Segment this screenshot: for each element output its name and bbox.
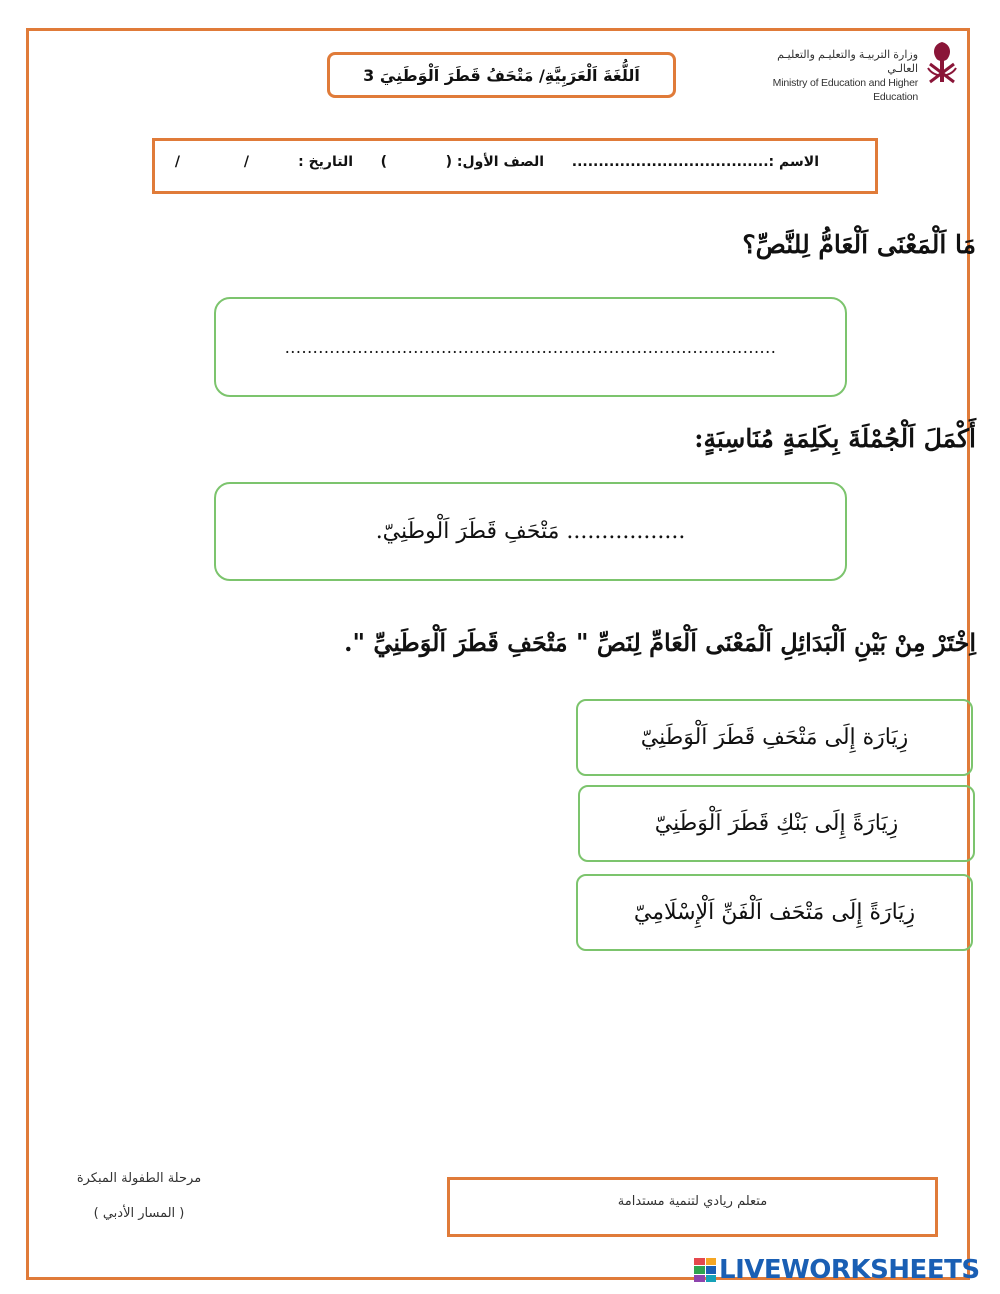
slogan-box [447,1177,938,1237]
slogan-text: متعلم ريادي لتنمية مستدامة [617,1194,768,1209]
emblem-icon [924,38,960,88]
fill-in-sentence: ................. مَتْحَفِ قَطَرَ اَلْوطَنِيّ. [375,519,686,544]
liveworksheets-logo [694,1255,980,1285]
question-3: اِخْتَرْ مِنْ بَيْنِ اَلْبَدَائِلِ اَلْمَعْنَى اَلْعَامِّ لِنَصِّ " مَتْحَفِ قَطَرَ اَلْوَطَنِيِّ ". [344,628,976,657]
date-label: التاريخ : [298,154,353,170]
date-separator: / [243,154,249,170]
worksheet-title: اَللُّغَةَ اَلْعَرَبِيَّةِ/ مَتْحَفُ قَطَرَ اَلْوَطَنِيَ 3 [327,52,676,98]
date-separator: / [174,154,180,170]
question-2: أَكْمَلَ اَلْجُمْلَةَ بِكَلِمَةٍ مُنَاسِبَةٍ: [694,424,976,453]
question-1: مَا اَلْمَعْنَى اَلْعَامُّ لِلنَّصِّ؟ [742,230,976,259]
ministry-name-ar: وزارة التربيـة والتعليـم والتعليـم العالـي [777,49,918,75]
student-info-box [152,138,878,194]
ministry-text [752,48,918,104]
option-3[interactable] [576,874,973,951]
option-label: زِيَارَةً إِلَى بَنْكِ قَطَرَ اَلْوَطَنِيّ [654,811,899,836]
liveworksheets-icon [694,1258,716,1282]
stage-label: مرحلة الطفولة المبكرة [76,1171,202,1186]
option-label: زِيَارَة إِلَى مَتْحَفِ قَطَرَ اَلْوَطَنِيّ [640,725,909,750]
option-label: زِيَارَةً إِلَى مَتْحَف اَلْفَنِّ اَلْإِسْلَامِيّ [633,900,916,925]
ministry-logo [752,38,962,103]
track-label: ( المسار الأدبي ) [93,1206,185,1221]
answer-box-1[interactable] [214,297,847,397]
option-2[interactable] [578,785,975,862]
grade-close: ) [380,154,387,170]
ministry-name-en: Ministry of Education and Higher Education [772,77,918,103]
answer-box-2[interactable] [214,482,847,581]
grade-label: الصف الأول: ( [445,154,544,170]
name-field[interactable]: الاسم :..................................... [571,154,819,170]
option-1[interactable] [576,699,973,776]
liveworksheets-text: LIVEWORKSHEETS [719,1255,980,1285]
answer-placeholder: ........................................................................................ [284,337,777,357]
